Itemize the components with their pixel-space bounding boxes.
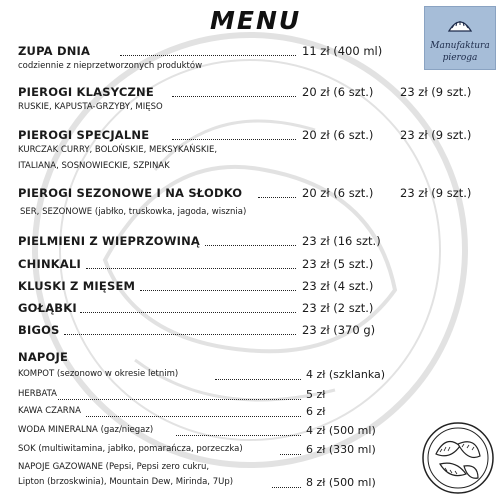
menu-item-price: 11 zł (400 ml) xyxy=(302,44,383,58)
drink-name: KAWA CZARNA xyxy=(18,406,81,416)
page-title: MENU xyxy=(210,6,302,35)
drink-price: 4 zł (500 ml) xyxy=(306,424,376,437)
menu-item-name: CHINKALI xyxy=(18,257,81,271)
drink-name: SOK (multiwitamina, jabłko, pomarańcza, porzeczka) xyxy=(18,444,243,454)
menu-item-desc: codziennie z nieprzetworzonych produktów xyxy=(18,61,203,71)
menu-item-price-small: 20 zł (6 szt.) xyxy=(302,186,374,200)
drink-price: 4 zł (szklanka) xyxy=(306,368,386,381)
leader-dots xyxy=(280,454,301,455)
leader-dots xyxy=(86,268,296,269)
leader-dots xyxy=(176,435,301,436)
leader-dots xyxy=(272,487,301,488)
menu-item-name: BIGOS xyxy=(18,323,60,337)
drink-name: NAPOJE GAZOWANE (Pepsi, Pepsi zero cukru, xyxy=(18,462,210,472)
menu-item-name: ZUPA DNIA xyxy=(18,44,91,58)
menu-item-name: KLUSKI Z MIĘSEM xyxy=(18,279,136,293)
leader-dots xyxy=(120,55,296,56)
menu-item-desc: KURCZAK CURRY, BOLOŃSKIE, MEKSYKAŃSKIE, xyxy=(18,145,218,155)
menu-item-name: PIEROGI SEZONOWE I NA SŁODKO xyxy=(18,186,243,200)
drinks-heading: NAPOJE xyxy=(18,350,69,364)
menu-item-price: 23 zł (2 szt.) xyxy=(302,301,374,315)
drink-price: 6 zł (330 ml) xyxy=(306,443,376,456)
menu-item-price-small: 20 zł (6 szt.) xyxy=(302,85,374,99)
menu-item-price-small: 20 zł (6 szt.) xyxy=(302,128,374,142)
leader-dots xyxy=(140,290,296,291)
drink-price: 8 zł (500 ml) xyxy=(306,476,376,489)
leader-dots xyxy=(86,416,301,417)
logo-line1: Manufaktura xyxy=(430,41,490,51)
menu-item-price: 23 zł (370 g) xyxy=(302,323,376,337)
drink-name: KOMPOT (sezonowo w okresie letnim) xyxy=(18,369,179,379)
menu-item-name: PIEROGI KLASYCZNE xyxy=(18,85,154,99)
drink-name: WODA MINERALNA (gaz/niegaz) xyxy=(18,425,154,435)
menu-item-name: PIELMIENI Z WIEPRZOWINĄ xyxy=(18,234,201,248)
drink-price: 5 zł xyxy=(306,388,326,401)
menu-item-desc: SER, SEZONOWE (jabłko, truskowka, jagoda, wisznia) xyxy=(20,207,247,217)
menu-item-desc: ITALIANA, SOSNOWIECKIE, SZPINAK xyxy=(18,161,170,171)
menu-item-price: 23 zł (4 szt.) xyxy=(302,279,374,293)
menu-item-price: 23 zł (16 szt.) xyxy=(302,234,381,248)
leader-dots xyxy=(80,312,296,313)
drink-price: 6 zł xyxy=(306,405,326,418)
menu-item-desc: RUSKIE, KAPUSTA-GRZYBY, MIĘSO xyxy=(18,102,163,112)
leader-dots xyxy=(172,139,296,140)
leader-dots xyxy=(215,379,301,380)
menu-item-price-large: 23 zł (9 szt.) xyxy=(400,128,472,142)
dumpling-icon xyxy=(447,15,473,35)
logo-line2: pieroga xyxy=(442,53,478,63)
menu-item-price-large: 23 zł (9 szt.) xyxy=(400,186,472,200)
drink-name: HERBATA xyxy=(18,389,58,399)
leader-dots xyxy=(205,245,296,246)
leader-dots xyxy=(258,197,296,198)
brand-logo xyxy=(424,6,496,70)
drink-name-line2: Lipton (brzoskwinia), Mountain Dew, Mirinda, 7Up) xyxy=(18,477,234,487)
menu-item-name: PIEROGI SPECJALNE xyxy=(18,128,150,142)
dumpling-bowl-icon xyxy=(420,420,496,496)
leader-dots xyxy=(58,399,301,400)
menu-item-name: GOŁĄBKI xyxy=(18,301,77,315)
leader-dots xyxy=(64,334,296,335)
menu-item-price: 23 zł (5 szt.) xyxy=(302,257,374,271)
menu-item-price-large: 23 zł (9 szt.) xyxy=(400,85,472,99)
leader-dots xyxy=(172,96,296,97)
